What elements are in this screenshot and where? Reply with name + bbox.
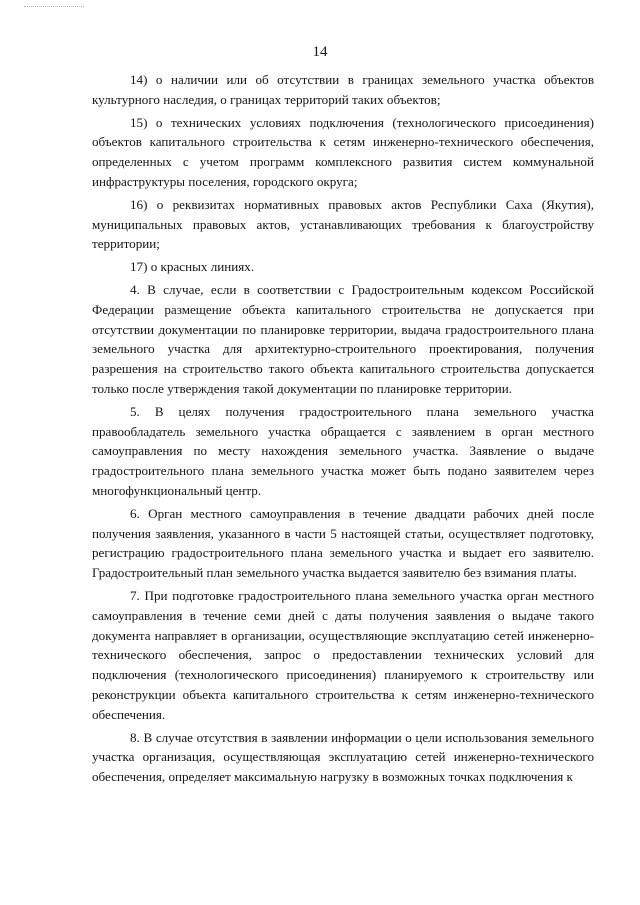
paragraph-part-5: 5. В целях получения градостроительного плана земельного участка правообладатель земельного участка обращается с заявлением в орган местного самоуправления по месту нахождения земельного участка. Заявление о выдаче градостроительного плана земельного участка может быть подано заявителем через многофункциональный центр. xyxy=(92,403,594,498)
paragraph-part-7: 7. При подготовке градостроительного плана земельного участка орган местного самоуправления в течение семи дней с даты получения заявления о выдаче такого документа направляет в организации, осуществляющие эксплуатацию сетей инженерно-технического обеспечения, запрос о предоставлении технических условий для подключения (технологического присоединения) планируемого к строительству или реконструкции объекта капитального строительства к сетям инженерно-технического обеспечения. xyxy=(92,587,594,722)
scan-artifact xyxy=(24,6,84,9)
paragraph-item-17: 17) о красных линиях. xyxy=(130,259,255,275)
document-body xyxy=(92,70,594,787)
paragraph-part-4: 4. В случае, если в соответствии с Градостроительным кодексом Российской Федерации размещение объекта капитального строительства не допускается при отсутствии документации по планировке территории, выдача градостроительного плана земельного участка для архитектурно-строительного проектирования, получения разрешения на строительство такого объекта капитального строительства допускается только после утверждения такой документации по планировке территории. xyxy=(92,281,594,396)
paragraph-part-6: 6. Орган местного самоуправления в течение двадцати рабочих дней после получения заявления, указанного в части 5 настоящей статьи, осуществляет подготовку, регистрацию градостроительного плана земельного участка и выдает его заявителю. Градостроительный план земельного участка выдается заявителю без взимания платы. xyxy=(92,505,594,581)
paragraph-part-8: 8. В случае отсутствия в заявлении информации о цели использования земельного участка организация, осуществляющая эксплуатацию сетей инженерно-технического обеспечения, определяет максимальную нагрузку в возможных точках подключения к xyxy=(92,729,594,785)
paragraph-item-16: 16) о реквизитах нормативных правовых актов Республики Саха (Якутия), муниципальных правовых актов, устанавливающих требования к благоустройству территории; xyxy=(92,196,594,252)
paragraph-item-15: 15) о технических условиях подключения (технологического присоединения) объектов капитального строительства к сетям инженерно-технического обеспечения, определенных с учетом программ комплексного развития систем коммунальной инфраструктуры поселения, городского округа; xyxy=(92,114,594,189)
page-number: 14 xyxy=(312,44,328,60)
paragraph-item-14: 14) о наличии или об отсутствии в границах земельного участка объектов культурного наследия, о границах территорий таких объектов; xyxy=(92,72,594,107)
